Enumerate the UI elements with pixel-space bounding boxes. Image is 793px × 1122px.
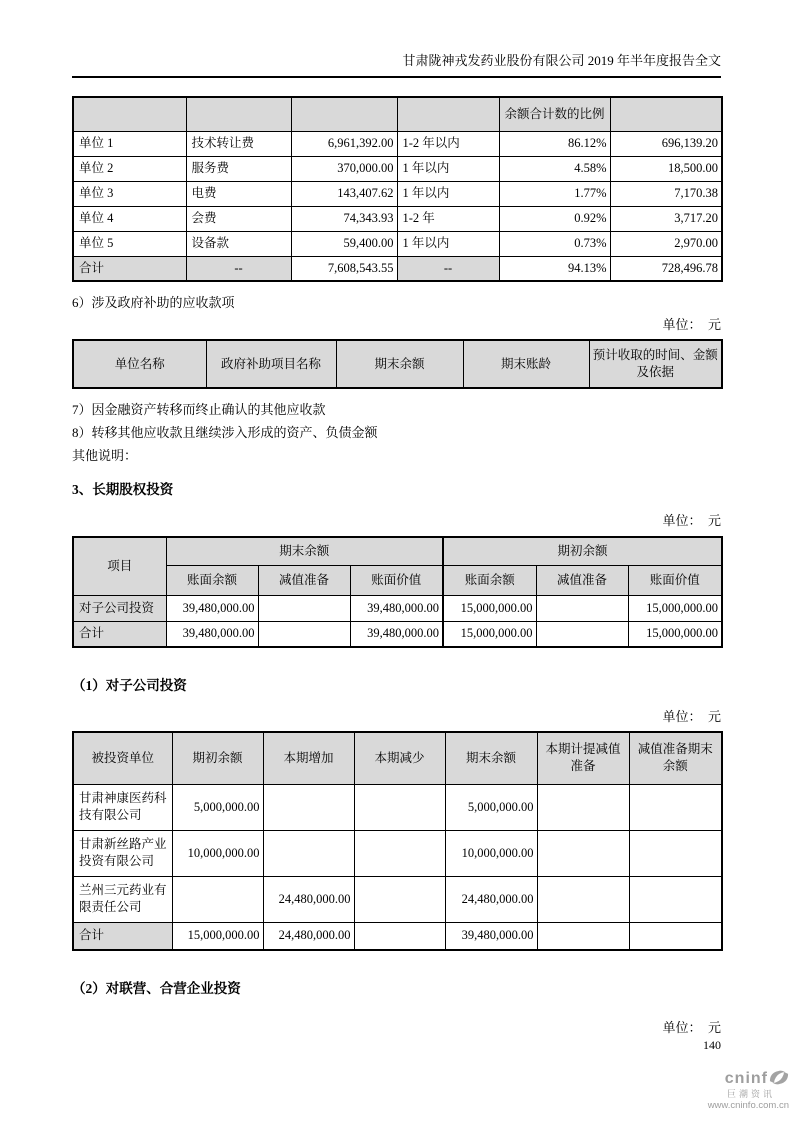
cell-value bbox=[536, 621, 628, 647]
col-header-aging: 期末账龄 bbox=[463, 340, 589, 388]
cninfo-logo bbox=[629, 1069, 789, 1112]
table-total-row bbox=[73, 621, 722, 647]
table-row bbox=[73, 876, 722, 922]
table-row bbox=[73, 231, 722, 256]
unit-label: 单位： 元 bbox=[662, 513, 721, 528]
cell-ratio: 0.73% bbox=[499, 231, 610, 256]
other-notes-label: 其他说明： bbox=[72, 448, 138, 463]
heading-subsidiary-investment: （1）对子公司投资 bbox=[72, 678, 187, 693]
long-term-equity-table bbox=[72, 536, 723, 648]
gov-subsidy-table bbox=[72, 339, 723, 389]
cell-value: 15,000,000.00 bbox=[443, 595, 536, 621]
cell-aging: 1 年以内 bbox=[397, 156, 499, 181]
cell-balance: 74,343.93 bbox=[291, 206, 397, 231]
col-header-impairment: 减值准备 bbox=[258, 565, 350, 595]
col-header-item: 项目 bbox=[73, 537, 166, 595]
col-header-expected: 预计收取的时间、金额及依据 bbox=[589, 340, 722, 388]
cell-dash: -- bbox=[397, 256, 499, 281]
cell-nature: 会费 bbox=[186, 206, 291, 231]
cell-ratio: 94.13% bbox=[499, 256, 610, 281]
cell-aging: 1 年以内 bbox=[397, 231, 499, 256]
unit-label: 单位： 元 bbox=[662, 317, 721, 332]
cninfo-swirl-icon bbox=[769, 1069, 789, 1089]
cell-value bbox=[354, 922, 445, 950]
col-header-book-balance: 账面余额 bbox=[166, 565, 258, 595]
col-header bbox=[610, 97, 722, 131]
cninfo-chinese-name: 巨潮资讯 bbox=[726, 1089, 775, 1099]
cell-ratio: 4.58% bbox=[499, 156, 610, 181]
table-total-row bbox=[73, 922, 722, 950]
table-row bbox=[73, 595, 722, 621]
cell-value: 10,000,000.00 bbox=[445, 830, 537, 876]
cell-value: 15,000,000.00 bbox=[628, 621, 722, 647]
cell-nature: 技术转让费 bbox=[186, 131, 291, 156]
cell-ratio: 1.77% bbox=[499, 181, 610, 206]
section-6-label: 6）涉及政府补助的应收款项 bbox=[72, 295, 235, 310]
cell-value: 5,000,000.00 bbox=[172, 784, 263, 830]
cell-value bbox=[537, 830, 629, 876]
cell-value: 15,000,000.00 bbox=[443, 621, 536, 647]
cell-value: 39,480,000.00 bbox=[350, 595, 443, 621]
col-header-ratio: 余额合计数的比例 bbox=[499, 97, 610, 131]
heading-joint-venture-investment: （2）对联营、合营企业投资 bbox=[72, 981, 241, 996]
col-header-investee: 被投资单位 bbox=[73, 732, 172, 784]
table-subheader-row bbox=[73, 565, 722, 595]
cninfo-brand-text: cninf bbox=[724, 1070, 768, 1087]
cell-value: 15,000,000.00 bbox=[628, 595, 722, 621]
table-header-row bbox=[73, 97, 722, 131]
cell-nature: 设备款 bbox=[186, 231, 291, 256]
cell-ratio: 86.12% bbox=[499, 131, 610, 156]
table-row bbox=[73, 131, 722, 156]
col-header bbox=[291, 97, 397, 131]
heading-long-term-equity: 3、长期股权投资 bbox=[72, 482, 174, 497]
cell-aging: 1-2 年 bbox=[397, 206, 499, 231]
cell-value bbox=[629, 784, 722, 830]
unit-label: 单位： 元 bbox=[662, 1020, 721, 1035]
cell-aging: 1-2 年以内 bbox=[397, 131, 499, 156]
cell-value: 24,480,000.00 bbox=[263, 876, 354, 922]
cell-balance: 59,400.00 bbox=[291, 231, 397, 256]
col-header-book-value: 账面价值 bbox=[350, 565, 443, 595]
cell-unit-name: 单位 5 bbox=[73, 231, 186, 256]
cell-unit-name: 单位 2 bbox=[73, 156, 186, 181]
col-header-unit-name: 单位名称 bbox=[73, 340, 206, 388]
cell-investee: 兰州三元药业有限责任公司 bbox=[73, 876, 172, 922]
cell-value: 39,480,000.00 bbox=[350, 621, 443, 647]
doc-header bbox=[72, 52, 721, 78]
table-row bbox=[73, 784, 722, 830]
cell-value bbox=[629, 876, 722, 922]
section-8-label: 8）转移其他应收款且继续涉入形成的资产、负债金额 bbox=[72, 425, 378, 440]
col-header-end-balance: 期末余额 bbox=[445, 732, 537, 784]
cell-balance: 370,000.00 bbox=[291, 156, 397, 181]
table-row bbox=[73, 156, 722, 181]
group-header-ending: 期末余额 bbox=[166, 537, 443, 565]
cell-total-label: 合计 bbox=[73, 256, 186, 281]
cell-value: 24,480,000.00 bbox=[263, 922, 354, 950]
cell-value bbox=[258, 621, 350, 647]
cell-balance: 6,961,392.00 bbox=[291, 131, 397, 156]
col-header bbox=[397, 97, 499, 131]
cell-unit-name: 单位 4 bbox=[73, 206, 186, 231]
cell-balance: 7,608,543.55 bbox=[291, 256, 397, 281]
col-header-impairment-ending: 减值准备期末余额 bbox=[629, 732, 722, 784]
cell-value bbox=[263, 784, 354, 830]
cell-baddebt: 7,170.38 bbox=[610, 181, 722, 206]
table-row bbox=[73, 206, 722, 231]
cell-ratio: 0.92% bbox=[499, 206, 610, 231]
cell-nature: 服务费 bbox=[186, 156, 291, 181]
table-header-row bbox=[73, 732, 722, 784]
col-header-project: 政府补助项目名称 bbox=[206, 340, 336, 388]
col-header bbox=[186, 97, 291, 131]
cell-total-label: 合计 bbox=[73, 621, 166, 647]
col-header bbox=[73, 97, 186, 131]
table-row bbox=[73, 830, 722, 876]
doc-title: 甘肃陇神戎发药业股份有限公司 2019 年半年度报告全文 bbox=[402, 53, 721, 68]
cell-balance: 143,407.62 bbox=[291, 181, 397, 206]
col-header-ending-balance: 期末余额 bbox=[336, 340, 463, 388]
group-header-beginning: 期初余额 bbox=[443, 537, 722, 565]
cell-value: 15,000,000.00 bbox=[172, 922, 263, 950]
receivables-table bbox=[72, 96, 723, 282]
col-header-book-value: 账面价值 bbox=[628, 565, 722, 595]
cell-value bbox=[354, 876, 445, 922]
cell-baddebt: 696,139.20 bbox=[610, 131, 722, 156]
cell-value bbox=[629, 922, 722, 950]
page-number: 140 bbox=[703, 1038, 721, 1052]
unit-label: 单位： 元 bbox=[662, 709, 721, 724]
col-header-increase: 本期增加 bbox=[263, 732, 354, 784]
cell-value bbox=[258, 595, 350, 621]
cell-value bbox=[537, 922, 629, 950]
col-header-impairment-provision: 本期计提减值准备 bbox=[537, 732, 629, 784]
cell-baddebt: 18,500.00 bbox=[610, 156, 722, 181]
cell-investee: 甘肃神康医药科技有限公司 bbox=[73, 784, 172, 830]
section-7-label: 7）因金融资产转移而终止确认的其他应收款 bbox=[72, 402, 326, 417]
cell-value bbox=[537, 876, 629, 922]
table-total-row bbox=[73, 256, 722, 281]
table-header-row bbox=[73, 340, 722, 388]
cell-unit-name: 单位 3 bbox=[73, 181, 186, 206]
table-row bbox=[73, 181, 722, 206]
cell-baddebt: 728,496.78 bbox=[610, 256, 722, 281]
cell-value bbox=[537, 784, 629, 830]
cell-investee: 甘肃新丝路产业投资有限公司 bbox=[73, 830, 172, 876]
cell-value bbox=[263, 830, 354, 876]
cell-aging: 1 年以内 bbox=[397, 181, 499, 206]
table-group-header-row bbox=[73, 537, 722, 565]
cell-value: 5,000,000.00 bbox=[445, 784, 537, 830]
cell-unit-name: 单位 1 bbox=[73, 131, 186, 156]
cell-total-label: 合计 bbox=[73, 922, 172, 950]
col-header-book-balance: 账面余额 bbox=[443, 565, 536, 595]
cell-value: 24,480,000.00 bbox=[445, 876, 537, 922]
cell-value bbox=[536, 595, 628, 621]
cell-value bbox=[629, 830, 722, 876]
cell-nature: 电费 bbox=[186, 181, 291, 206]
cell-value: 39,480,000.00 bbox=[445, 922, 537, 950]
cninfo-url: www.cninfo.com.cn bbox=[707, 1100, 789, 1111]
cell-value: 39,480,000.00 bbox=[166, 595, 258, 621]
cell-value bbox=[354, 784, 445, 830]
subsidiary-table bbox=[72, 731, 723, 951]
cell-value: 39,480,000.00 bbox=[166, 621, 258, 647]
cell-baddebt: 3,717.20 bbox=[610, 206, 722, 231]
cell-value: 10,000,000.00 bbox=[172, 830, 263, 876]
cell-baddebt: 2,970.00 bbox=[610, 231, 722, 256]
col-header-decrease: 本期减少 bbox=[354, 732, 445, 784]
cell-dash: -- bbox=[186, 256, 291, 281]
cell-item: 对子公司投资 bbox=[73, 595, 166, 621]
cell-value bbox=[354, 830, 445, 876]
col-header-begin-balance: 期初余额 bbox=[172, 732, 263, 784]
col-header-impairment: 减值准备 bbox=[536, 565, 628, 595]
cell-value bbox=[172, 876, 263, 922]
